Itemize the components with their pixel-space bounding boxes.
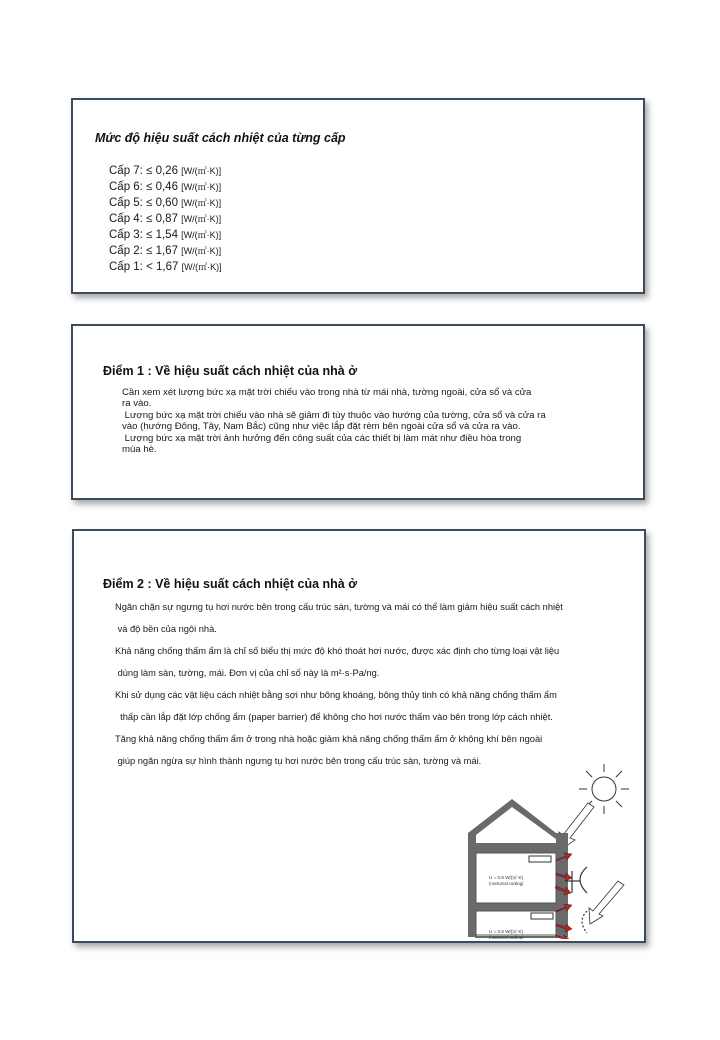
grade-item: Cấp 6: ≤ 0,46 [W/(㎡·K)]	[109, 181, 222, 193]
u-value-sub: (nocturnal cooling)	[489, 935, 524, 939]
house-illustration	[452, 761, 642, 939]
body-line: Tăng khả năng chống thấm ẩm ở trong nhà hoặc giảm khả năng chống thấm ẩm ở không khí bên ngoài	[115, 734, 543, 744]
body-line: Khả năng chống thấm ẩm là chỉ số biểu thị mức độ khó thoát hơi nước, được xác định cho từng loại vật liệu	[115, 646, 560, 656]
grade-item: Cấp 3: ≤ 1,54 [W/(㎡·K)]	[109, 229, 222, 241]
body-line: mùa hè.	[122, 444, 157, 456]
u-value-label: U = 0.5 W/(㎡·K)	[489, 929, 524, 934]
card-title: Mức độ hiệu suất cách nhiệt của từng cấp	[95, 131, 346, 145]
grade-list	[109, 163, 222, 275]
point2-body	[115, 602, 635, 778]
body-line: vào (hướng Đông, Tây, Nam Bắc) cũng như việc lắp đặt rèm bên ngoài cửa sổ và cửa ra vào.	[122, 421, 521, 433]
u-value-label: U = 0.5 W/(㎡·K)	[489, 875, 524, 880]
card-title: Điểm 1 : Về hiệu suất cách nhiệt của nhà ở	[103, 364, 358, 378]
card-title: Điểm 2 : Về hiệu suất cách nhiệt của nhà ở	[103, 577, 358, 591]
point1-body	[122, 387, 612, 455]
grade-performance-card	[71, 98, 645, 294]
lower-floor	[468, 903, 568, 911]
grade-item: Cấp 2: ≤ 1,67 [W/(㎡·K)]	[109, 245, 222, 257]
body-line: giúp ngăn ngừa sự hình thành ngưng tụ hơi nước bên trong cấu trúc sàn, tường và mái.	[115, 756, 482, 766]
body-line: thấp cần lắp đặt lớp chống ẩm (paper barrier) để không cho hơi nước thấm vào bên trong lớp cách nhiệt.	[115, 712, 553, 722]
body-line: ra vào.	[122, 398, 152, 410]
upper-floor	[468, 843, 568, 853]
u-value-sub: (nocturnal cooling)	[489, 881, 524, 886]
body-line: Lượng bức xạ mặt trời chiếu vào nhà sẽ giảm đi tùy thuộc vào hướng của tường, cửa sổ và cửa ra	[122, 409, 546, 421]
grade-item: Cấp 7: ≤ 0,26 [W/(㎡·K)]	[109, 165, 222, 177]
grade-item: Cấp 5: ≤ 0,60 [W/(㎡·K)]	[109, 197, 222, 209]
body-line: Khi sử dụng các vật liệu cách nhiệt bằng sợi như bông khoáng, bông thủy tinh có khả năng chống thấm ẩm	[115, 690, 557, 700]
body-line: Lượng bức xạ mặt trời ảnh hưởng đến công suất của các thiết bị làm mát như điều hòa trong	[122, 432, 522, 444]
point1-card	[71, 324, 645, 500]
sun-ray-arrow	[589, 881, 624, 924]
body-line: Ngăn chặn sự ngưng tụ hơi nước bên trong cấu trúc sàn, tường và mái có thể làm giảm hiệu suất cách nhiệt	[115, 602, 563, 612]
body-line: Cần xem xét lượng bức xạ mặt trời chiếu vào trong nhà từ mái nhà, tường ngoài, cửa sổ và cửa	[122, 387, 532, 398]
point2-card	[72, 529, 646, 943]
body-line: dùng làm sàn, tường, mái. Đơn vị của chỉ số này là m²·s·Pa/ng.	[115, 668, 380, 678]
grade-item: Cấp 1: < 1,67 [W/(㎡·K)]	[109, 261, 222, 273]
grade-item: Cấp 4: ≤ 0,87 [W/(㎡·K)]	[109, 213, 222, 225]
body-line: và độ bền của ngôi nhà.	[115, 624, 217, 634]
